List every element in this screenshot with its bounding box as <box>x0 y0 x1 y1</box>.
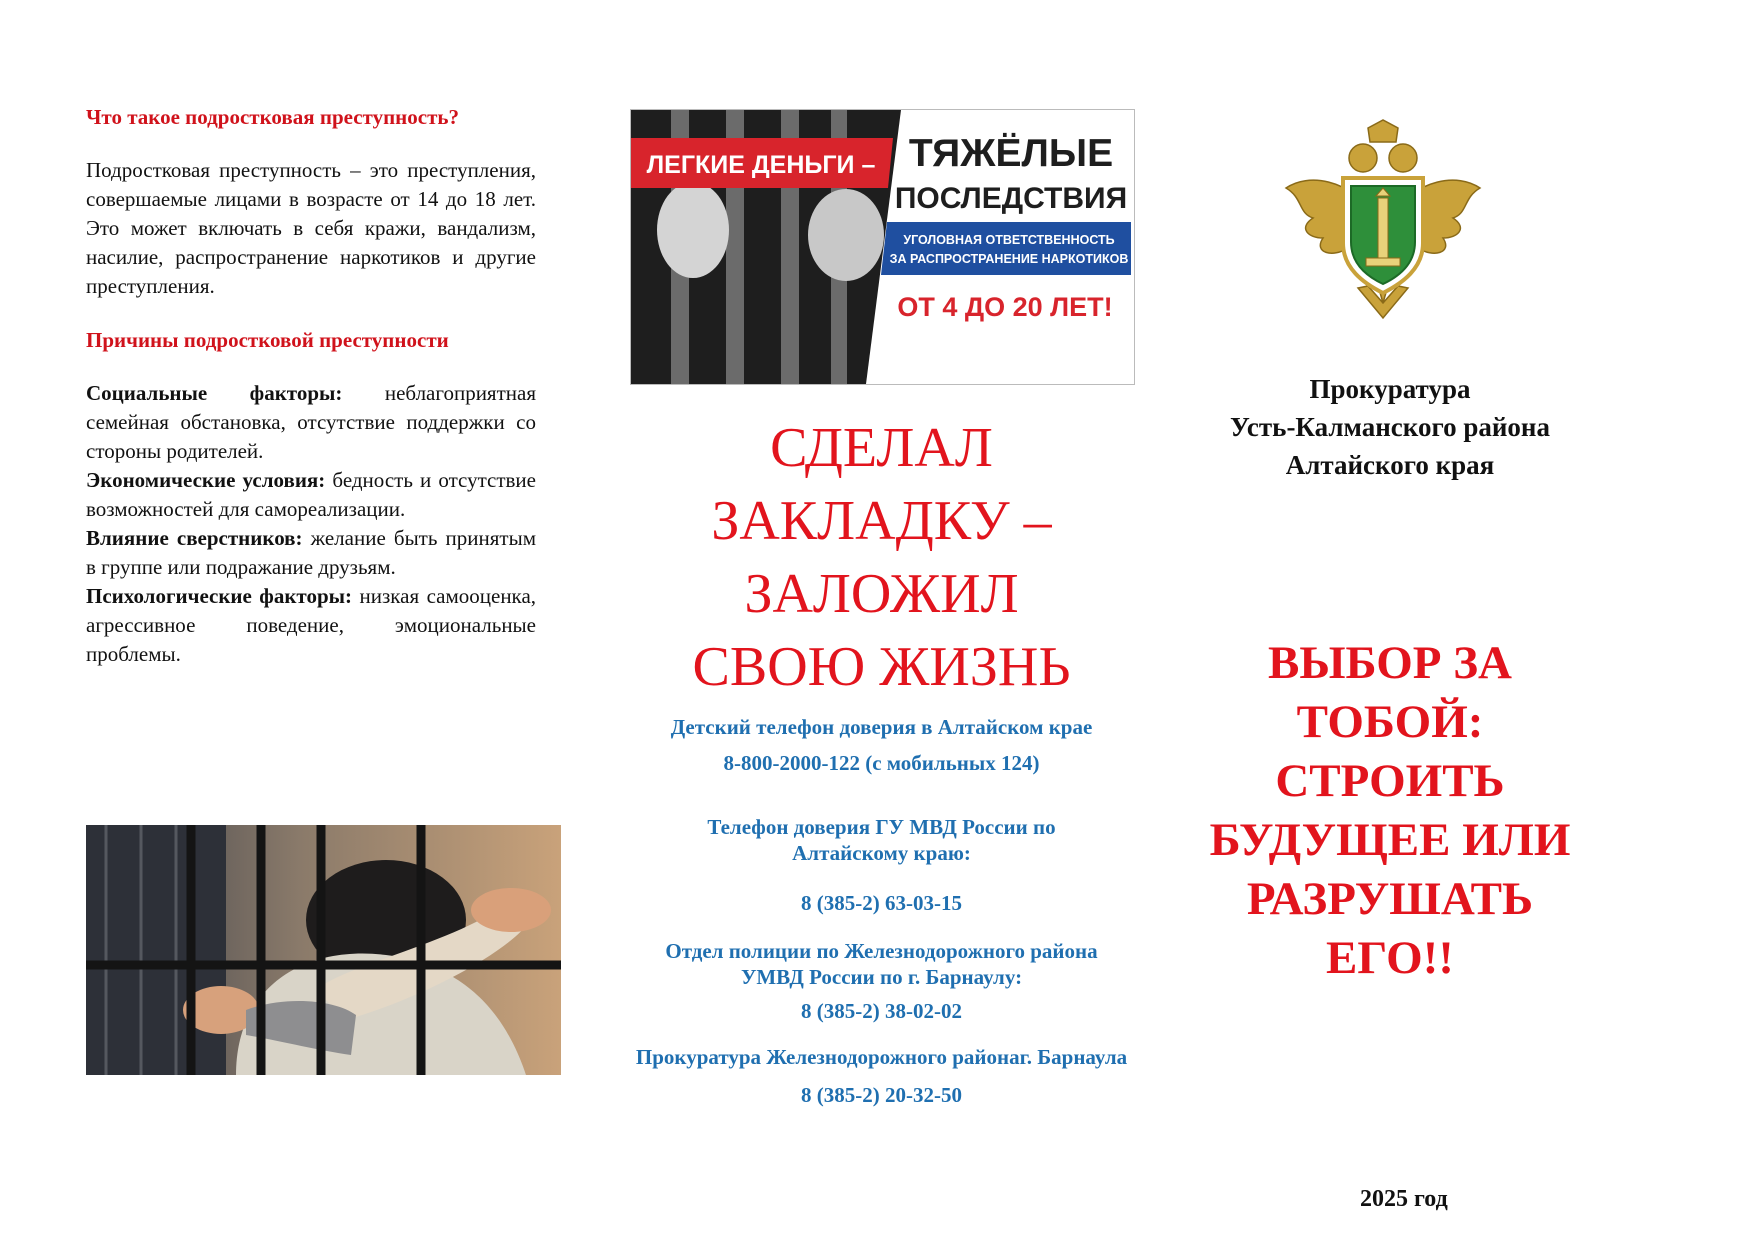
definition-paragraph: Подростковая преступность – это преступления, совершаемые лицами в возрасте от 14 до 18 лет. Это может включать в себя кражи, вандализм, насилие, распространение наркотиков и другие преступления. <box>86 158 536 298</box>
left-column <box>86 104 536 669</box>
choice-line: СТРОИТЬ <box>1275 755 1505 807</box>
factor-text: бедность и отсутствие возможностей для самореализации. <box>86 468 536 521</box>
factor-term: Социальные факторы: <box>86 381 343 405</box>
choice-line: ВЫБОР ЗА <box>1267 637 1513 689</box>
banner-headline2: ПОСЛЕДСТВИЯ <box>894 182 1128 215</box>
choice-slogan <box>1170 634 1610 988</box>
slogan-line: ЗАЛОЖИЛ <box>744 563 1019 625</box>
org-line: Прокуратура <box>1309 374 1471 404</box>
contact-phone: 8 (385-2) 20-32-50 <box>801 1083 962 1107</box>
banner-headline1: ТЯЖЁЛЫЕ <box>908 132 1114 175</box>
factor-term: Влияние сверстников: <box>86 526 303 550</box>
contact-label: Детский телефон доверия в Алтайском крае <box>670 715 1093 739</box>
heading-causes: Причины подростковой преступности <box>86 328 449 352</box>
factor-social <box>86 379 536 466</box>
factor-term: Экономические условия: <box>86 468 326 492</box>
contact-label: Отдел полиции по Железнодорожного района УМВД России по г. Барнаулу: <box>665 939 1098 989</box>
factor-text: низкая самооценка, агрессивное поведение, эмоциональные проблемы. <box>86 584 537 666</box>
choice-line: РАЗРУШАТЬ <box>1246 873 1534 925</box>
slogan-line: ЗАКЛАДКУ – <box>711 490 1052 552</box>
slogan <box>630 412 1133 704</box>
banner-term: ОТ 4 ДО 20 ЛЕТ! <box>897 292 1113 322</box>
factor-economic <box>86 466 536 524</box>
factor-text: неблагоприятная семейная обстановка, отсутствие поддержки со стороны родителей. <box>86 381 536 463</box>
contact-phone: 8 (385-2) 63-03-15 <box>801 891 962 915</box>
banner-box2: ЗА РАСПРОСТРАНЕНИЕ НАРКОТИКОВ <box>889 252 1129 266</box>
organization-name <box>1170 370 1610 484</box>
heading-what-is: Что такое подростковая преступность? <box>86 105 460 129</box>
contact-label: Прокуратура Железнодорожного районаг. Барнаула <box>635 1045 1128 1069</box>
banner-easy-money <box>630 109 1135 385</box>
banner-tag: ЛЕГКИЕ ДЕНЬГИ – <box>646 151 876 179</box>
choice-line: БУДУЩЕЕ ИЛИ <box>1209 814 1571 866</box>
year-label: 2025 год <box>1360 1186 1448 1212</box>
factor-term: Психологические факторы: <box>86 584 353 608</box>
choice-line: ТОБОЙ: <box>1296 696 1484 748</box>
choice-line: ЕГО!! <box>1326 932 1454 984</box>
contacts-list <box>620 714 1143 1108</box>
contact-phone: 8 (385-2) 38-02-02 <box>801 999 962 1023</box>
factor-peers <box>86 524 536 582</box>
org-line: Алтайского края <box>1285 450 1495 480</box>
contact-label: Телефон доверия ГУ МВД России по Алтайскому краю: <box>707 815 1056 865</box>
factor-text: желание быть принятым в группе или подражание друзьям. <box>86 526 536 579</box>
org-line: Усть-Калманского района <box>1230 412 1550 442</box>
slogan-line: СВОЮ ЖИЗНЬ <box>692 636 1071 698</box>
photo-teen-behind-bars <box>86 825 561 1075</box>
prosecutor-emblem-logo <box>1278 118 1488 323</box>
factor-psych <box>86 582 536 669</box>
banner-box1: УГОЛОВНАЯ ОТВЕТСТВЕННОСТЬ <box>903 233 1115 247</box>
slogan-line: СДЕЛАЛ <box>770 417 993 479</box>
contact-phone: 8-800-2000-122 (с мобильных 124) <box>723 751 1040 775</box>
